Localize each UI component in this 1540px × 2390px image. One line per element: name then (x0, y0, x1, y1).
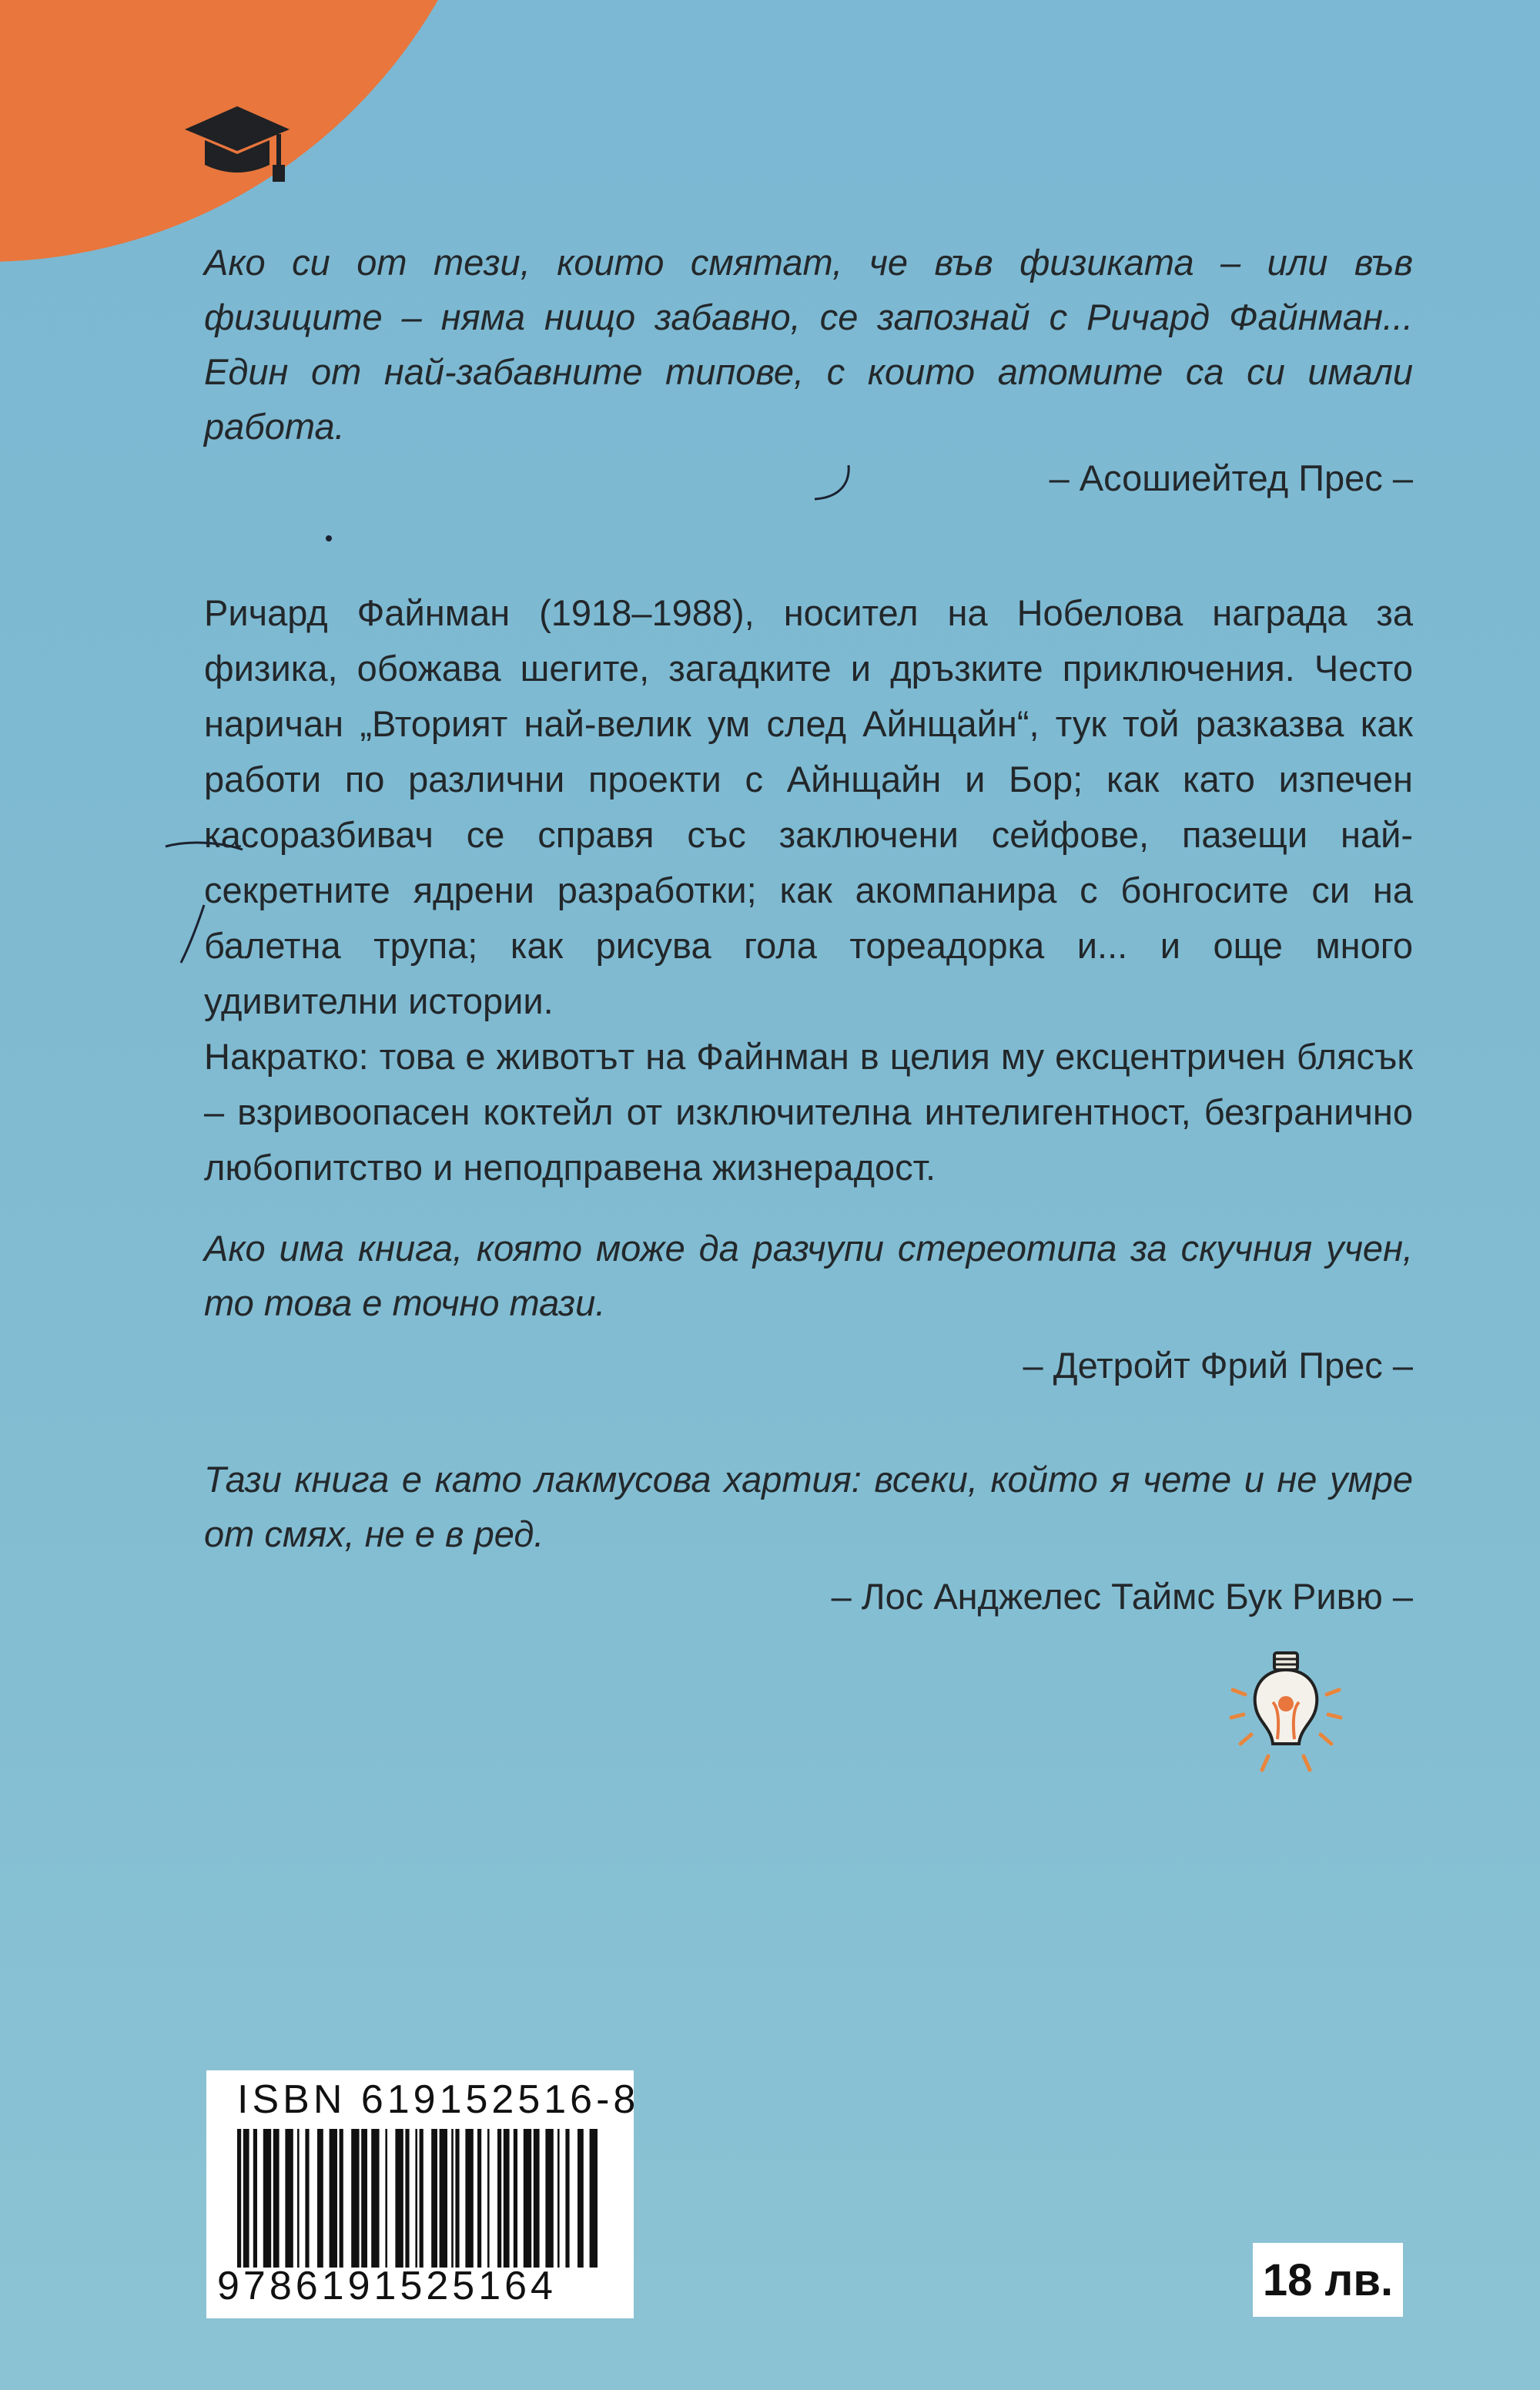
isbn-number: ISBN 619152516-8 (237, 2077, 640, 2122)
isbn-barcode-label (206, 2070, 640, 2318)
barcode-bar (514, 2129, 517, 2268)
barcode-bar (415, 2129, 417, 2268)
barcode-bar (237, 2129, 241, 2268)
ean-digits: 9786191525164 (217, 2264, 557, 2308)
quote-text: Тази книга е като лакмусова хартия: всеки, който я чете и не умре от смях, не е в ред. (204, 1459, 1413, 1554)
barcode-bar (534, 2129, 540, 2268)
pen-dot (323, 533, 334, 544)
barcode-bar (395, 2129, 403, 2268)
barcode-bar (545, 2129, 553, 2268)
quote-source: – Лос Анджелес Таймс Бук Ривю – (831, 1576, 1413, 1617)
quote-text: Ако има книга, която може да разчупи стереотипа за скучния учен, то това е точно тази. (204, 1228, 1413, 1323)
barcode-bar (440, 2129, 447, 2268)
barcode-bar (431, 2129, 437, 2268)
barcode-bar (361, 2129, 367, 2268)
barcode-bar (305, 2129, 309, 2268)
quote-associated-press (204, 235, 1413, 499)
quote-source: – Детройт Фрий Прес – (1023, 1345, 1413, 1386)
barcode-bar (578, 2129, 584, 2268)
description-paragraph-2: Накратко: това е животът на Файнман в целия му ексцентричен блясък – взривоопасен коктейл от изключителна интелигентност, безгранично любопитство и неподправена жизнерадост. (204, 1036, 1413, 1188)
barcode-bar (371, 2129, 379, 2268)
barcode-bar (451, 2129, 454, 2268)
barcode-bar (524, 2129, 531, 2268)
barcode (237, 2129, 599, 2268)
barcode-bar (420, 2129, 424, 2268)
barcode-bar (317, 2129, 323, 2268)
barcode-bar (477, 2129, 481, 2268)
quote-text: Ако си от тези, които смятат, че във физиката – или във физиците – няма нищо забавно, се запознай с Ричард Файнман... Един от най-забавните типове, с които атомите са си имали работа. (204, 242, 1413, 447)
barcode-bar (487, 2129, 490, 2268)
price-tag (1253, 2243, 1403, 2317)
barcode-bar (504, 2129, 510, 2268)
barcode-bar (465, 2129, 473, 2268)
barcode-bar (385, 2129, 387, 2268)
lightbulb-icon (1228, 1648, 1344, 1779)
price-value: 18 лв. (1262, 2254, 1394, 2305)
barcode-bar (565, 2129, 569, 2268)
barcode-bar (590, 2129, 598, 2268)
barcode-bar (497, 2129, 501, 2268)
barcode-bar (351, 2129, 359, 2268)
barcode-bar (405, 2129, 409, 2268)
book-description (204, 585, 1413, 1195)
barcode-bar (243, 2129, 249, 2268)
graduation-cap-icon (183, 100, 291, 185)
barcode-bar (285, 2129, 293, 2268)
barcode-bar (297, 2129, 300, 2268)
barcode-bar (253, 2129, 257, 2268)
barcode-bar (273, 2129, 280, 2268)
quote-detroit-free-press (204, 1221, 1413, 1386)
barcode-bar (330, 2129, 337, 2268)
quote-la-times-book-review (204, 1452, 1413, 1617)
barcode-bar (557, 2129, 560, 2268)
barcode-bar (263, 2129, 271, 2268)
barcode-bar (340, 2129, 343, 2268)
barcode-bar (455, 2129, 459, 2268)
quote-source: – Асошиейтед Прес – (1049, 458, 1413, 498)
description-paragraph-1: Ричард Файнман (1918–1988), носител на Нобелова награда за физика, обожава шегите, загадките и дръзките приключения. Често наричан „Вторият най-велик ум след Айнщайн“, тук той разказва как работи по различни проекти с Айнщайн и Бор; как като изпечен касоразбивач се справя със заключени сейфове, пазещи най-секретните ядрени разработки; как акомпанира с бонгосите си на балетна трупа; как рисува гола тореадорка и... и още много удивителни истории. (204, 592, 1413, 1021)
